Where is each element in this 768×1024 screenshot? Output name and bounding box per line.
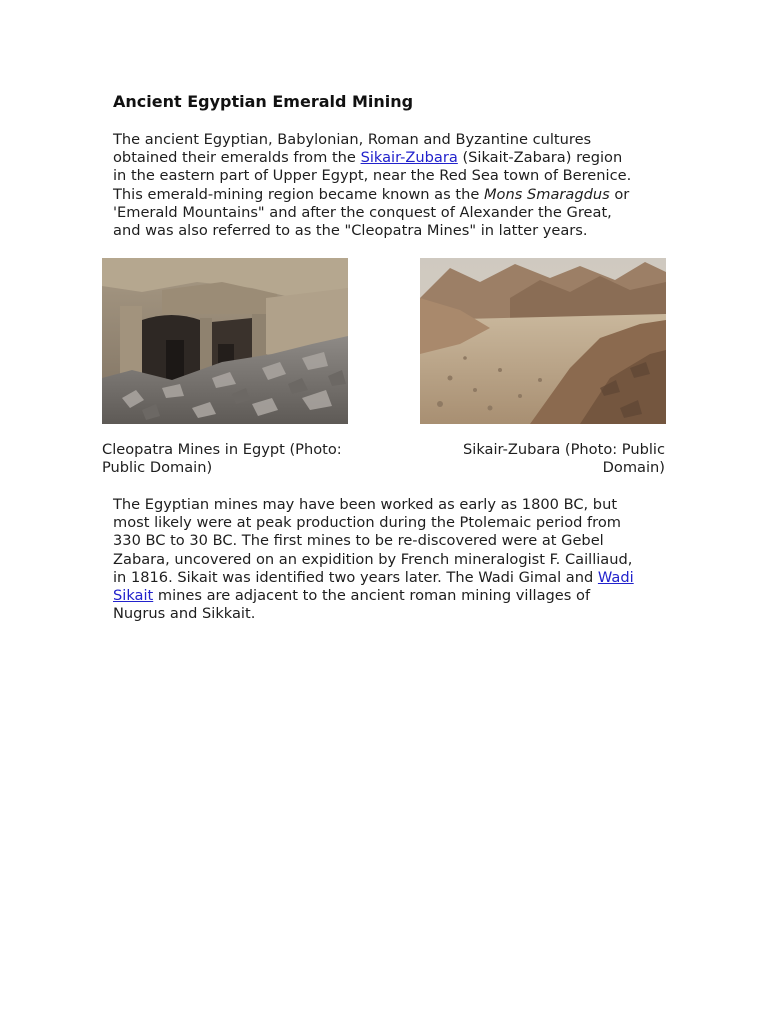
intro-line-2-text: obtained their emeralds from the (113, 149, 361, 167)
intro-line-4 (113, 186, 673, 204)
intro-line-5: 'Emerald Mountains" and after the conquest of Alexander the Great, (113, 203, 612, 221)
intro-line-1: The ancient Egyptian, Babylonian, Roman and Byzantine cultures (113, 131, 592, 148)
figure-caption-left (102, 441, 362, 477)
sikair-zubara-link[interactable]: Sikair-Zubara (360, 149, 458, 167)
cleopatra-mines-image (102, 258, 348, 424)
history-paragraph (113, 496, 673, 623)
intro-line-2 (113, 149, 673, 167)
wadi-sikait-link-part2[interactable]: Sikait (113, 587, 154, 605)
history-line-1: The Egyptian mines may have been worked as early as 1800 BC, but (113, 496, 618, 513)
sikair-zubara-photo (420, 258, 666, 424)
figure-caption-right (405, 441, 665, 477)
history-line-7: Nugrus and Sikkait. (113, 605, 256, 623)
intro-paragraph (113, 131, 673, 240)
intro-line-2-rest: (Sikait-Zabara) region (457, 149, 623, 167)
mons-smaragdus-term: Mons Smaragdus (483, 185, 610, 203)
caption-right-line-1: Sikair-Zubara (Photo: Public (463, 441, 665, 458)
intro-line-4-rest: or (609, 185, 630, 203)
caption-left-line-2: Public Domain) (102, 459, 213, 477)
caption-right-line-2: Domain) (602, 459, 665, 477)
history-line-3: 330 BC to 30 BC. The first mines to be re-discovered were at Gebel (113, 532, 604, 550)
history-line-6 (113, 587, 673, 605)
history-line-2: most likely were at peak production during the Ptolemaic period from (113, 514, 622, 532)
article-title: Ancient Egyptian Emerald Mining (113, 92, 414, 111)
sikair-zubara-image (420, 258, 666, 424)
history-line-5 (113, 569, 673, 587)
history-line-5-text: in 1816. Sikait was identified two years later. The Wadi Gimal and (113, 568, 598, 586)
intro-line-6: and was also referred to as the "Cleopatra Mines" in latter years. (113, 222, 588, 240)
history-line-4: Zabara, uncovered on an expidition by French mineralogist F. Cailliaud, (113, 550, 633, 568)
intro-line-4-text: This emerald-mining region became known as the (113, 185, 484, 203)
history-line-6-text: mines are adjacent to the ancient roman mining villages of (153, 587, 591, 605)
caption-left-line-1: Cleopatra Mines in Egypt (Photo: (102, 441, 342, 458)
cleopatra-mines-photo (102, 258, 348, 424)
intro-line-3: in the eastern part of Upper Egypt, near the Red Sea town of Berenice. (113, 167, 632, 185)
wadi-sikait-link-part1[interactable]: Wadi (597, 568, 634, 586)
